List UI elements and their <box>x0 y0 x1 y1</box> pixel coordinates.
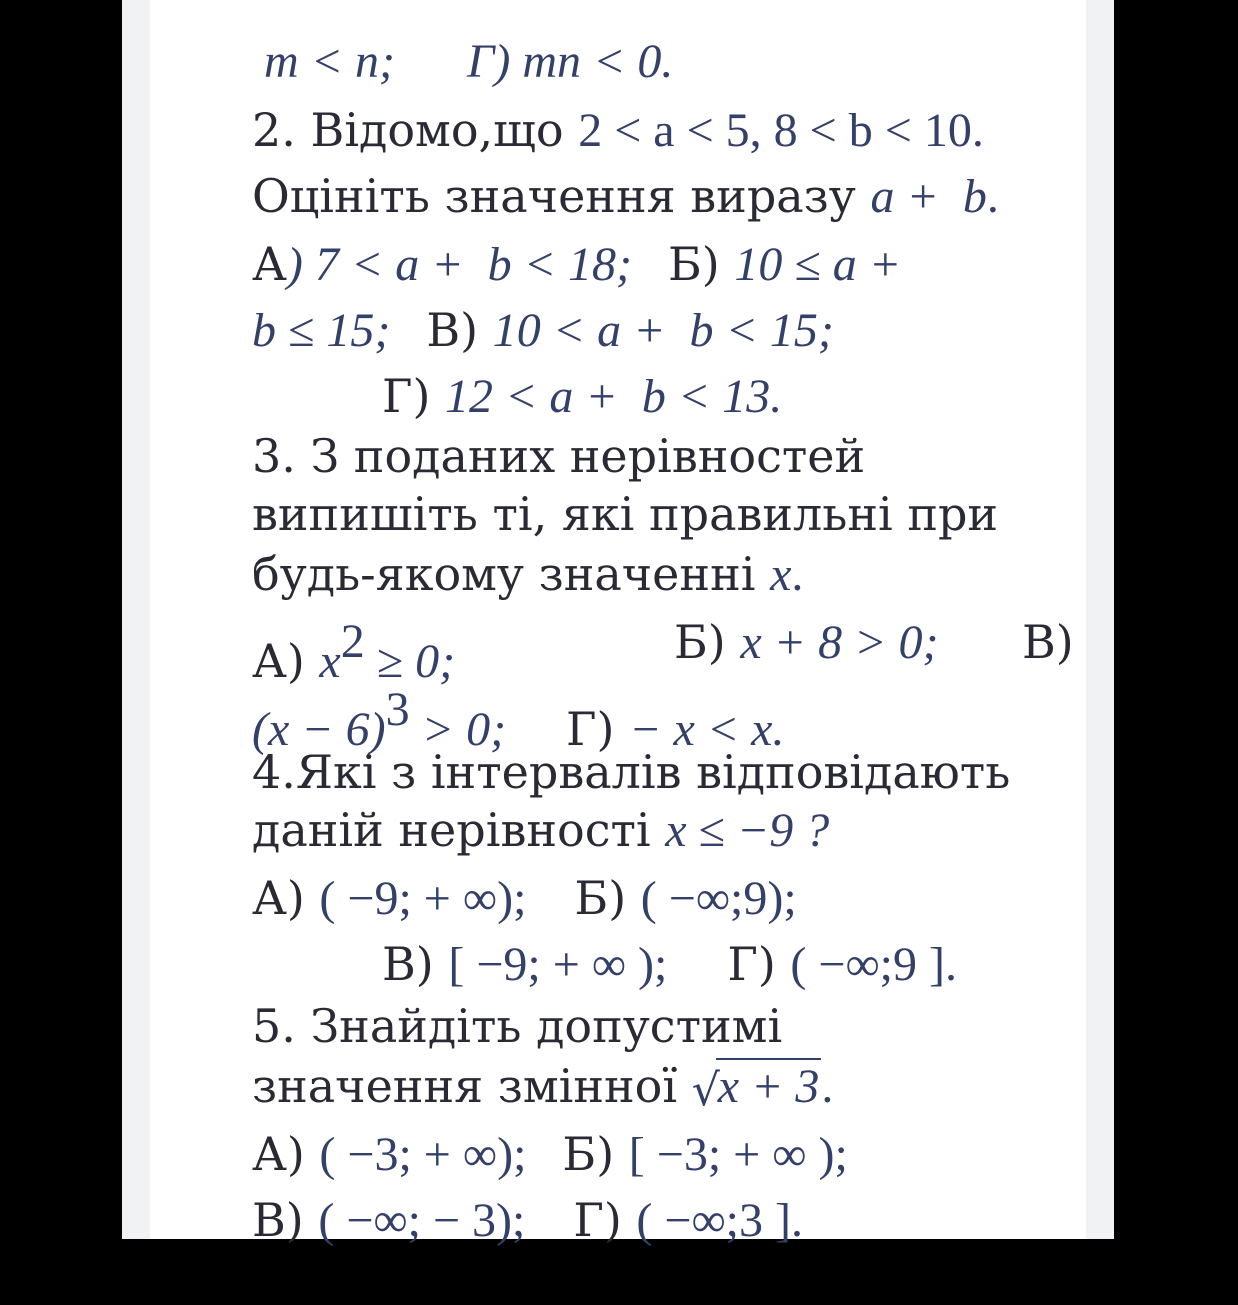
q5-line-2 <box>206 1002 834 1116</box>
q2-expression: a + b <box>870 170 987 223</box>
q4-text-2: даній нерівності <box>252 803 666 857</box>
q2-line-4 <box>206 246 834 357</box>
q4-option-v: [ −9; + ∞ ); <box>448 938 668 991</box>
q2-line-3 <box>206 180 902 291</box>
q3-text-3: будь-якому значенні <box>252 547 771 601</box>
q4-option-v-label: В) <box>382 937 449 991</box>
q5-option-v: ( −∞; − 3); <box>318 1194 526 1247</box>
q3-option-b: x + 8 > 0; <box>740 616 939 669</box>
q5-line-1 <box>206 942 783 1053</box>
q4-line-4 <box>336 880 957 991</box>
q3-variable: x <box>770 548 792 601</box>
q5-text-2: значення змінної <box>252 1059 692 1113</box>
q2-line-5 <box>336 312 783 423</box>
q2-option-v-label: В) <box>426 303 493 357</box>
q3-option-v: (x − 6) <box>252 703 386 756</box>
q5-option-a: ( −3; + ∞); <box>319 1128 527 1181</box>
q3-option-g: − x < x. <box>629 703 785 756</box>
q2-intro: 2. Відомо,що <box>252 103 579 157</box>
q2-option-v: 10 < a + b < 15; <box>492 304 834 357</box>
q2-condition: 2 < a < 5, 8 < b < 10. <box>578 104 984 157</box>
q2-option-b-part2: b ≤ 15; <box>252 304 391 357</box>
q4-option-b-label: Б) <box>574 871 641 925</box>
q3-option-a-rest: ≥ 0; <box>364 635 456 688</box>
q3-text-1: 3. З поданих нерівностей <box>252 429 866 483</box>
q5-option-v-label: В) <box>252 1193 319 1247</box>
q2-question: Оцініть значення виразу <box>252 169 871 223</box>
q3-line-1 <box>206 372 866 483</box>
q3-option-a: x <box>319 635 341 688</box>
q4-line-3 <box>206 814 797 925</box>
q3-line-4 <box>206 558 456 688</box>
q2-line-1 <box>206 46 984 157</box>
q4-option-b: ( −∞;9); <box>640 872 797 925</box>
q3-option-v-label: В) <box>1022 615 1074 669</box>
q4-option-g-label: Г) <box>727 937 791 991</box>
q4-line-2 <box>206 746 830 857</box>
q1-tail-line <box>218 0 674 88</box>
q3-option-v-rest: > 0; <box>409 703 507 756</box>
q3-option-v-exponent: 3 <box>385 683 410 736</box>
q2-option-b-label: Б) <box>667 237 735 291</box>
q2-option-g-label: Г) <box>382 369 446 423</box>
q5-option-g: ( −∞;3 ]. <box>636 1194 803 1247</box>
q2-option-a: ) 7 < a + b < 18; <box>286 238 632 291</box>
q3-line-4b <box>628 558 939 669</box>
q4-option-a: ( −9; + ∞); <box>319 872 527 925</box>
q3-line-5 <box>206 626 785 756</box>
q4-line-1 <box>206 688 1011 799</box>
q3-line-3 <box>206 490 804 601</box>
q2-dot: . <box>986 170 999 223</box>
q5-option-b-label: Б) <box>562 1127 629 1181</box>
q3-option-b-label: Б) <box>674 615 741 669</box>
sqrt-radical-sign: √ <box>691 1065 720 1116</box>
q5-dot: . <box>821 1060 834 1113</box>
q5-radicand: x + 3 <box>717 1060 820 1113</box>
q2-option-b-part1: 10 ≤ a + <box>734 238 902 291</box>
q5-line-3 <box>206 1070 848 1181</box>
q2-line-2 <box>206 112 999 223</box>
q5-option-b: [ −3; + ∞ ); <box>628 1128 848 1181</box>
q3-text-2: випишіть ті, які правильні при <box>252 487 999 541</box>
q4-option-g: ( −∞;9 ]. <box>790 938 957 991</box>
q3-option-g-label: Г) <box>566 702 630 756</box>
q2-option-a-label: А <box>252 237 287 291</box>
q3-dot: . <box>791 548 804 601</box>
q1-option-v: m < n; <box>264 35 396 88</box>
q2-option-g: 12 < a + b < 13. <box>445 370 783 423</box>
q5-option-g-label: Г) <box>573 1193 637 1247</box>
q5-option-a-label: А) <box>252 1127 320 1181</box>
q5-line-4 <box>206 1136 803 1247</box>
q3-option-a-exponent: 2 <box>340 615 365 668</box>
q1-option-g: Г) mn < 0. <box>467 35 674 88</box>
q4-option-a-label: А) <box>252 871 320 925</box>
q3-line-2 <box>206 430 999 541</box>
q3-option-a-label: А) <box>252 634 320 688</box>
q4-inequality: x ≤ −9 ? <box>665 804 830 857</box>
q3-line-4c <box>976 558 1074 669</box>
q5-text-1: 5. Знайдіть допустимі <box>252 999 783 1053</box>
q4-text-1: 4.Які з інтервалів відповідають <box>252 745 1011 799</box>
